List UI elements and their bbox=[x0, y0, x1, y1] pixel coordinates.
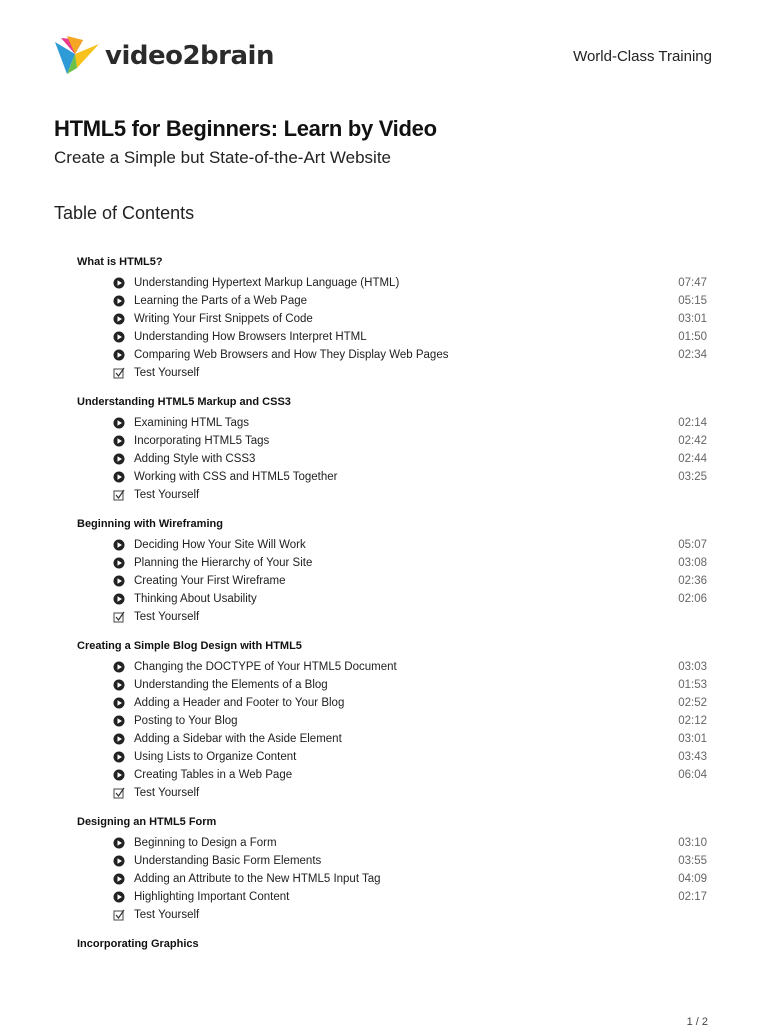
page-subtitle: Create a Simple but State-of-the-Art Website bbox=[54, 148, 392, 167]
lesson-label: Highlighting Important Content bbox=[134, 891, 290, 903]
lesson-duration: 03:43 bbox=[678, 751, 707, 763]
lesson-item[interactable] bbox=[77, 414, 707, 432]
lesson-item[interactable] bbox=[77, 712, 707, 730]
lesson-duration: 03:25 bbox=[678, 471, 707, 483]
play-icon bbox=[113, 769, 125, 781]
page-number: 1 / 2 bbox=[686, 1016, 708, 1028]
lesson-duration: 02:52 bbox=[678, 697, 707, 709]
lesson-item[interactable] bbox=[77, 658, 707, 676]
lesson-label: Thinking About Usability bbox=[134, 593, 257, 605]
checkbox-icon bbox=[113, 787, 125, 799]
play-icon bbox=[113, 435, 125, 447]
lesson-duration: 04:09 bbox=[678, 873, 707, 885]
lesson-label: Test Yourself bbox=[134, 909, 200, 921]
lesson-item[interactable] bbox=[77, 536, 707, 554]
lesson-item[interactable] bbox=[77, 590, 707, 608]
lesson-duration: 02:17 bbox=[678, 891, 707, 903]
lesson-duration: 03:08 bbox=[678, 557, 707, 569]
lesson-label: Posting to Your Blog bbox=[134, 715, 238, 727]
section-title: Understanding HTML5 Markup and CSS3 bbox=[77, 396, 291, 408]
lesson-label: Examining HTML Tags bbox=[134, 417, 250, 429]
play-icon bbox=[113, 751, 125, 763]
play-icon bbox=[113, 855, 125, 867]
lesson-duration: 02:36 bbox=[678, 575, 707, 587]
lesson-label: Working with CSS and HTML5 Together bbox=[134, 471, 338, 483]
lesson-item[interactable] bbox=[77, 468, 707, 486]
test-yourself-item[interactable] bbox=[77, 364, 707, 382]
lesson-duration: 02:06 bbox=[678, 593, 707, 605]
lesson-duration: 05:15 bbox=[678, 295, 707, 307]
play-icon bbox=[113, 539, 125, 551]
lesson-item[interactable] bbox=[77, 852, 707, 870]
lesson-item[interactable] bbox=[77, 888, 707, 906]
lesson-item[interactable] bbox=[77, 572, 707, 590]
play-icon bbox=[113, 575, 125, 587]
toc-section bbox=[77, 514, 707, 626]
lesson-label: Adding a Header and Footer to Your Blog bbox=[134, 697, 345, 709]
lesson-label: Understanding Hypertext Markup Language (HTML) bbox=[134, 277, 400, 289]
lesson-label: Incorporating HTML5 Tags bbox=[134, 435, 270, 447]
lesson-item[interactable] bbox=[77, 676, 707, 694]
lesson-duration: 03:01 bbox=[678, 313, 707, 325]
page-header bbox=[0, 0, 768, 100]
lesson-duration: 05:07 bbox=[678, 539, 707, 551]
test-yourself-item[interactable] bbox=[77, 486, 707, 504]
play-icon bbox=[113, 313, 125, 325]
lesson-label: Adding Style with CSS3 bbox=[134, 453, 256, 465]
play-icon bbox=[113, 661, 125, 673]
lesson-label: Test Yourself bbox=[134, 787, 200, 799]
lesson-label: Creating Your First Wireframe bbox=[134, 575, 286, 587]
checkbox-icon bbox=[113, 909, 125, 921]
lesson-label: Beginning to Design a Form bbox=[134, 837, 277, 849]
lesson-duration: 02:42 bbox=[678, 435, 707, 447]
lesson-item[interactable] bbox=[77, 328, 707, 346]
lesson-item[interactable] bbox=[77, 292, 707, 310]
brand-name: video2brain bbox=[105, 41, 274, 71]
page-title: HTML5 for Beginners: Learn by Video bbox=[54, 116, 437, 141]
play-icon bbox=[113, 277, 125, 289]
play-icon bbox=[113, 715, 125, 727]
table-of-contents bbox=[77, 252, 707, 956]
lesson-item[interactable] bbox=[77, 346, 707, 364]
play-icon bbox=[113, 557, 125, 569]
lesson-label: Understanding the Elements of a Blog bbox=[134, 679, 328, 691]
lesson-item[interactable] bbox=[77, 870, 707, 888]
lesson-label: Adding a Sidebar with the Aside Element bbox=[134, 733, 342, 745]
lesson-duration: 07:47 bbox=[678, 277, 707, 289]
test-yourself-item[interactable] bbox=[77, 906, 707, 924]
video2brain-logo-icon bbox=[53, 34, 101, 78]
lesson-item[interactable] bbox=[77, 432, 707, 450]
play-icon bbox=[113, 697, 125, 709]
lesson-label: Using Lists to Organize Content bbox=[134, 751, 297, 763]
lesson-list bbox=[77, 274, 707, 382]
play-icon bbox=[113, 331, 125, 343]
section-title: Beginning with Wireframing bbox=[77, 518, 223, 530]
play-icon bbox=[113, 471, 125, 483]
lesson-item[interactable] bbox=[77, 554, 707, 572]
lesson-label: Understanding How Browsers Interpret HTML bbox=[134, 331, 367, 343]
lesson-label: Deciding How Your Site Will Work bbox=[134, 539, 306, 551]
lesson-label: Changing the DOCTYPE of Your HTML5 Document bbox=[134, 661, 397, 673]
lesson-duration: 02:14 bbox=[678, 417, 707, 429]
section-title: What is HTML5? bbox=[77, 256, 163, 268]
checkbox-icon bbox=[113, 489, 125, 501]
logo bbox=[53, 34, 274, 78]
tagline: World-Class Training bbox=[573, 48, 712, 65]
lesson-list bbox=[77, 658, 707, 802]
lesson-item[interactable] bbox=[77, 694, 707, 712]
lesson-duration: 02:44 bbox=[678, 453, 707, 465]
lesson-duration: 01:53 bbox=[678, 679, 707, 691]
play-icon bbox=[113, 873, 125, 885]
lesson-duration: 03:10 bbox=[678, 837, 707, 849]
play-icon bbox=[113, 453, 125, 465]
lesson-item[interactable] bbox=[77, 748, 707, 766]
lesson-label: Creating Tables in a Web Page bbox=[134, 769, 293, 781]
lesson-duration: 06:04 bbox=[678, 769, 707, 781]
section-title: Incorporating Graphics bbox=[77, 938, 199, 950]
lesson-item[interactable] bbox=[77, 310, 707, 328]
lesson-label: Learning the Parts of a Web Page bbox=[134, 295, 308, 307]
lesson-item[interactable] bbox=[77, 766, 707, 784]
lesson-duration: 02:12 bbox=[678, 715, 707, 727]
play-icon bbox=[113, 891, 125, 903]
play-icon bbox=[113, 593, 125, 605]
lesson-duration: 01:50 bbox=[678, 331, 707, 343]
lesson-item[interactable] bbox=[77, 274, 707, 292]
toc-section bbox=[77, 252, 707, 382]
toc-section bbox=[77, 934, 707, 954]
test-yourself-item[interactable] bbox=[77, 608, 707, 626]
lesson-list bbox=[77, 414, 707, 504]
lesson-label: Test Yourself bbox=[134, 367, 200, 379]
toc-section bbox=[77, 812, 707, 924]
lesson-duration: 03:55 bbox=[678, 855, 707, 867]
lesson-label: Comparing Web Browsers and How They Display Web Pages bbox=[134, 349, 449, 361]
section-title: Creating a Simple Blog Design with HTML5 bbox=[77, 640, 302, 652]
lesson-list bbox=[77, 536, 707, 626]
lesson-label: Test Yourself bbox=[134, 611, 200, 623]
lesson-duration: 03:01 bbox=[678, 733, 707, 745]
lesson-label: Test Yourself bbox=[134, 489, 200, 501]
lesson-item[interactable] bbox=[77, 450, 707, 468]
play-icon bbox=[113, 837, 125, 849]
test-yourself-item[interactable] bbox=[77, 784, 707, 802]
lesson-item[interactable] bbox=[77, 834, 707, 852]
lesson-label: Writing Your First Snippets of Code bbox=[134, 313, 313, 325]
lesson-label: Planning the Hierarchy of Your Site bbox=[134, 557, 313, 569]
play-icon bbox=[113, 295, 125, 307]
toc-heading: Table of Contents bbox=[54, 203, 195, 223]
checkbox-icon bbox=[113, 611, 125, 623]
play-icon bbox=[113, 733, 125, 745]
toc-section bbox=[77, 636, 707, 802]
toc-section bbox=[77, 392, 707, 504]
lesson-list bbox=[77, 834, 707, 924]
lesson-duration: 03:03 bbox=[678, 661, 707, 673]
lesson-label: Understanding Basic Form Elements bbox=[134, 855, 322, 867]
checkbox-icon bbox=[113, 367, 125, 379]
lesson-item[interactable] bbox=[77, 730, 707, 748]
play-icon bbox=[113, 349, 125, 361]
title-block bbox=[54, 116, 714, 168]
lesson-duration: 02:34 bbox=[678, 349, 707, 361]
play-icon bbox=[113, 679, 125, 691]
play-icon bbox=[113, 417, 125, 429]
section-title: Designing an HTML5 Form bbox=[77, 816, 217, 828]
lesson-label: Adding an Attribute to the New HTML5 Input Tag bbox=[134, 873, 381, 885]
